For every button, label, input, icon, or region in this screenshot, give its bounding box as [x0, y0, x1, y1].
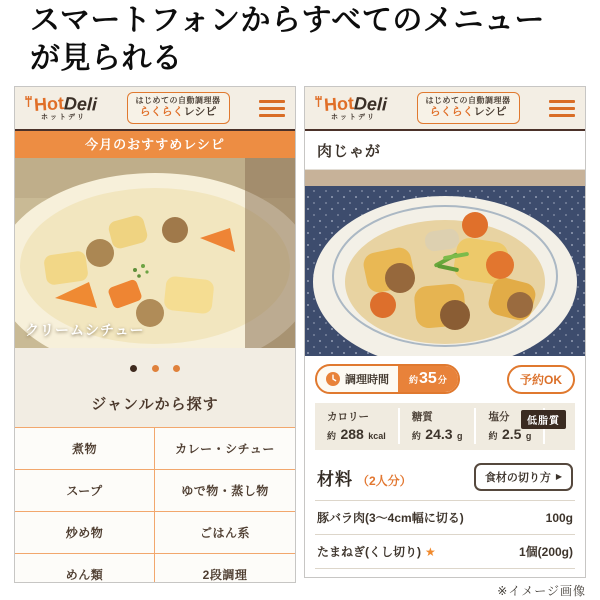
app-header-badge [417, 92, 520, 124]
app-header-badge [127, 92, 230, 124]
genre-item-soup[interactable]: スープ [15, 470, 155, 511]
clock-icon [326, 372, 340, 386]
page-title [30, 2, 545, 78]
app-header [15, 87, 295, 131]
page-title-line2: が見られる [30, 42, 183, 75]
recommend-banner: 今月のおすすめレシピ [15, 131, 295, 158]
genre-row [15, 427, 295, 469]
ingredient-row: 豚バラ肉(3〜4cm幅に切る) 100g [315, 500, 575, 534]
app-header [305, 87, 585, 131]
low-fat-badge: 低脂質 [521, 410, 566, 429]
ingredient-row [315, 568, 575, 578]
cook-time-pill [315, 364, 460, 394]
genre-item-nimono[interactable]: 煮物 [15, 428, 155, 469]
genre-row [15, 511, 295, 553]
carousel-dots [15, 348, 295, 377]
genre-item-rice[interactable]: ごはん系 [199, 526, 250, 540]
cook-time-label: 調理時間 [345, 374, 389, 386]
menu-icon[interactable] [549, 94, 575, 123]
fork-icon [25, 96, 32, 107]
nutrition-bar [315, 403, 575, 450]
image-disclaimer: ※イメージ画像 [497, 584, 586, 598]
logo-text [315, 92, 388, 116]
ingredients-list [315, 500, 575, 578]
carousel-dot-3[interactable] [173, 365, 180, 372]
page-title-line1: スマートフォンからすべてのメニュー [30, 4, 545, 37]
fork-icon [315, 96, 322, 107]
carousel-dot-2[interactable] [152, 365, 159, 372]
badge-line2: らくらくレシピ [139, 106, 217, 119]
logo-deli: Deli [353, 93, 388, 115]
serving-size: （2人分） [357, 473, 412, 488]
badge-line1: はじめての自動調理器 [425, 96, 511, 106]
ingredients-header [315, 463, 575, 500]
nikujaga-photo [305, 170, 585, 356]
nutrition-salt: 塩分 約 2.5 g [476, 408, 545, 444]
photo-caption: クリームシチュー [25, 322, 145, 338]
logo-deli: Deli [63, 93, 98, 115]
nutrition-sugar: 糖質 約 24.3 g [400, 408, 477, 444]
ingredient-row: たまねぎ(くし切り) ★ 1個(200g) [315, 534, 575, 568]
menu-icon[interactable] [259, 94, 285, 123]
phone-screenshot-home [14, 86, 296, 583]
cutting-guide-button[interactable]: 食材の切り方 ▶ [474, 463, 573, 491]
ingredients-title: 材料 [317, 469, 353, 489]
reserve-ok-badge: 予約OK [507, 365, 575, 394]
carousel-dot-1[interactable] [130, 365, 137, 372]
recipe-title: 肉じゃが [305, 131, 585, 170]
logo-subtitle: ホットデリ [41, 114, 86, 121]
cook-time-value: 約 35 分 [398, 366, 458, 392]
genre-row [15, 469, 295, 511]
phone-screenshot-recipe [304, 86, 586, 578]
logo-hot: Hot [323, 92, 355, 116]
genre-item-curry-stew[interactable]: カレー・シチュー [175, 442, 275, 456]
cook-time-row [315, 364, 575, 394]
nutrition-calorie: カロリー 約 288 kcal [315, 408, 400, 444]
logo-hot: Hot [33, 92, 65, 116]
logo-subtitle: ホットデリ [331, 114, 376, 121]
badge-line2: らくらくレシピ [429, 106, 507, 119]
genre-item-stirfry[interactable]: 炒め物 [15, 512, 155, 553]
logo-text [25, 92, 98, 116]
genre-row [15, 553, 295, 583]
recipe-info [305, 356, 585, 578]
hotdeli-logo[interactable] [25, 92, 98, 121]
recipe-photo [305, 170, 585, 356]
play-arrow-icon: ▶ [555, 472, 562, 481]
star-icon: ★ [425, 545, 436, 559]
genre-item-two-stage[interactable]: 2段調理 [202, 568, 248, 582]
genre-table [15, 427, 295, 583]
badge-line1: はじめての自動調理器 [135, 96, 221, 106]
genre-item-noodles[interactable]: めん類 [15, 554, 155, 583]
genre-item-boil-steam[interactable]: ゆで物・蒸し物 [181, 484, 269, 498]
recipe-carousel-slide[interactable] [15, 158, 295, 348]
hotdeli-logo[interactable] [315, 92, 388, 121]
genre-section-title: ジャンルから探す [15, 377, 295, 427]
